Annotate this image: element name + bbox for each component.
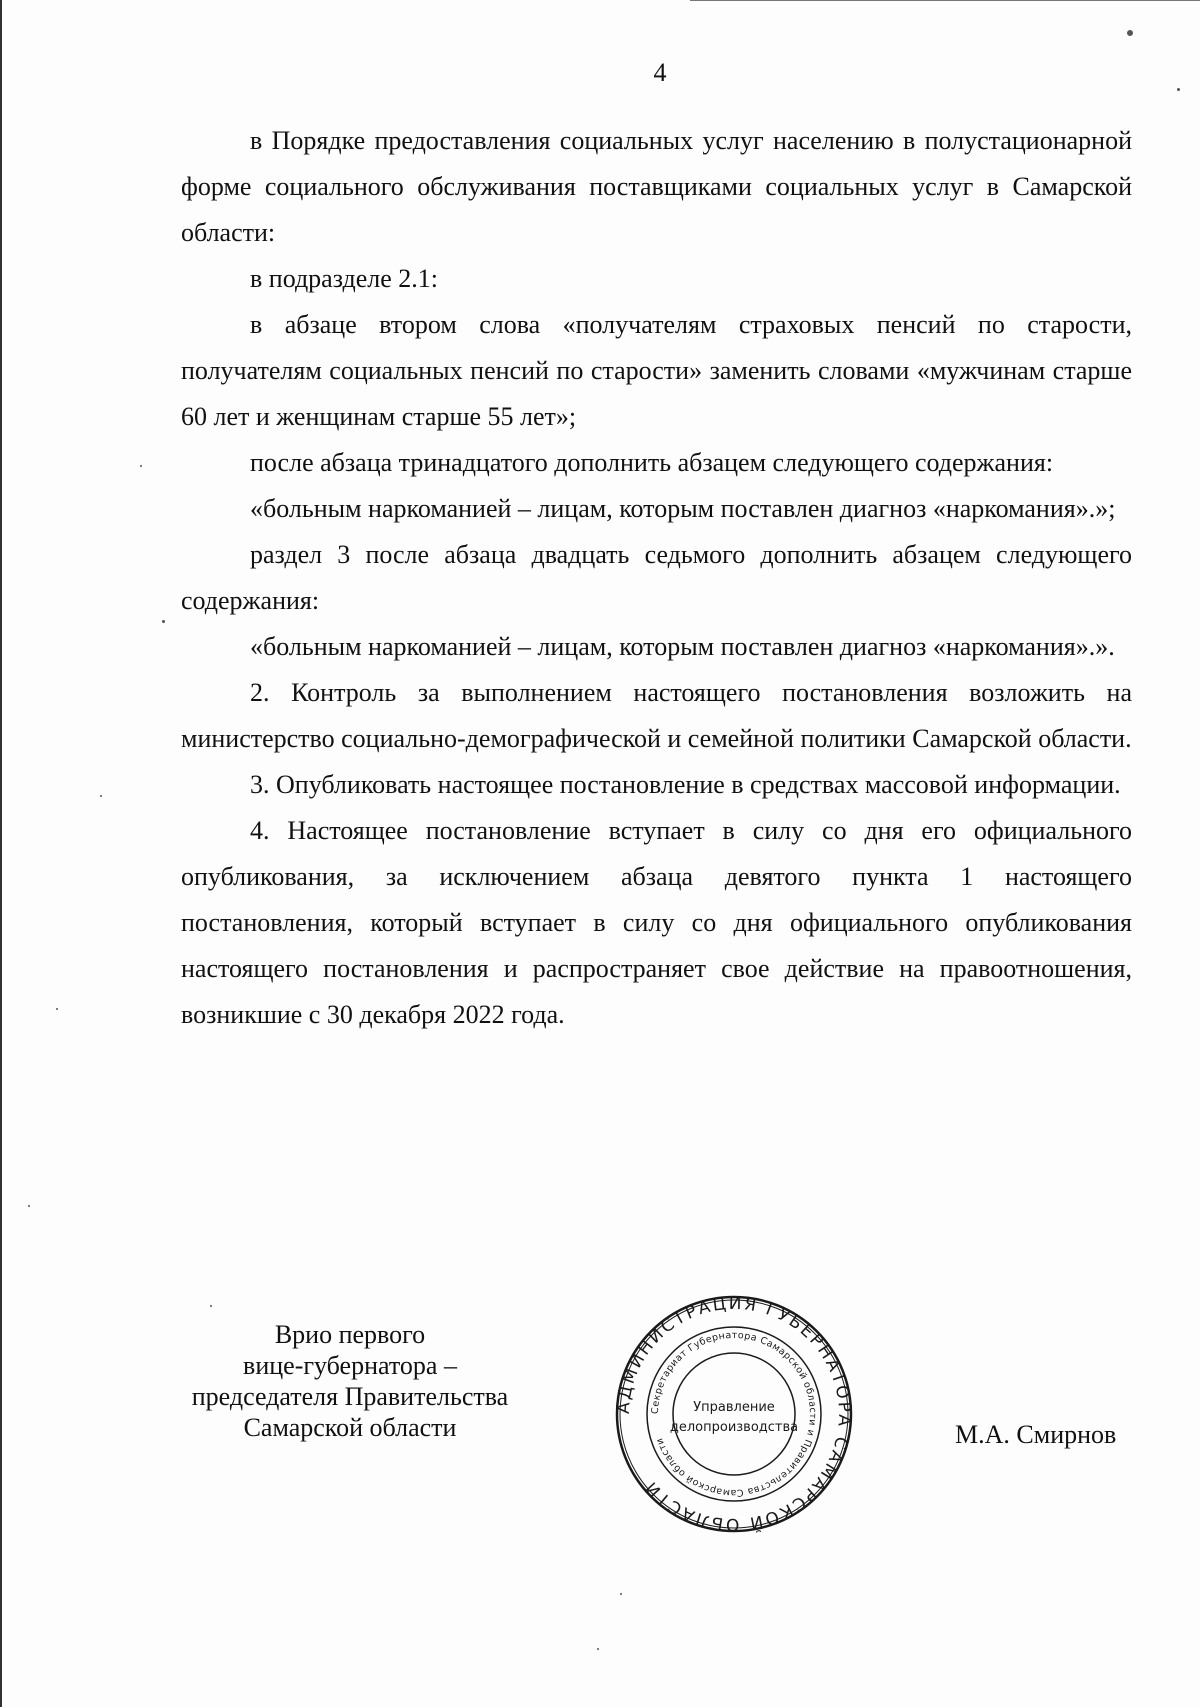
document-paragraph: 3. Опубликовать настоящее постановление в средствах массовой информации. <box>250 770 1121 799</box>
seal-center-line-1: Управление <box>693 1400 775 1415</box>
signatory-position-line: Врио первого <box>274 1320 426 1349</box>
seal-center-line-2: делопроизводства <box>669 1420 799 1435</box>
page-number: 4 <box>653 58 667 87</box>
scan-speck <box>1177 88 1180 91</box>
seal-outer-text: АДМИНИСТРАЦИЯ ГУБЕРНАТОРА САМАРСКОЙ ОБЛАСТИ <box>614 1294 854 1534</box>
document-paragraph: раздел 3 после абзаца двадцать седьмого дополнить абзацем следующего содержания: <box>181 540 1132 615</box>
scan-speck <box>1127 30 1133 36</box>
document-paragraph: после абзаца тринадцатого дополнить абзацем следующего содержания: <box>250 448 1054 477</box>
document-paragraph: 4. Настоящее постановление вступает в силу со дня его официального опубликования, за исключением абзаца девятого пункта 1 настоящего постановления, который вступает в силу со дня официального опубликования настоящего постановления и распространяет свое действие на правоотношения, возникшие с 30 декабря 2022 года. <box>181 816 1132 1029</box>
scan-top-edge <box>690 0 1200 1</box>
scan-speck <box>597 1648 599 1650</box>
scan-speck <box>56 1008 58 1010</box>
signatory-position-line: председателя Правительства <box>191 1382 509 1411</box>
scan-speck <box>28 1205 30 1207</box>
document-body <box>181 118 1132 1038</box>
seal-inner-text: Секретариат Губернатора Самарской области и Правительства Самарской области <box>649 1329 819 1499</box>
scan-speck <box>620 1593 622 1595</box>
scan-speck <box>140 465 142 467</box>
scan-speck <box>162 620 165 623</box>
document-paragraph: 2. Контроль за выполнением настоящего постановления возложить на министерство социально-демографической и семейной политики Самарской области. <box>181 678 1132 753</box>
official-seal <box>614 1294 854 1534</box>
document-paragraph: в подразделе 2.1: <box>250 264 439 293</box>
scan-speck <box>100 795 102 797</box>
document-paragraph: в абзаце втором слова «получателям страховых пенсий по старости, получателям социальных пенсий по старости» заменить словами «мужчинам старше 60 лет и женщинам старше 55 лет»; <box>181 310 1132 431</box>
document-paragraph: в Порядке предоставления социальных услуг населению в полустационарной форме социального обслуживания поставщиками социальных услуг в Самарской области: <box>181 126 1132 247</box>
signatory-name: М.А. Смирнов <box>955 1420 1117 1449</box>
signatory-position-line: вице-губернатора – <box>243 1351 457 1380</box>
signatory-position-line: Самарской области <box>243 1413 457 1442</box>
signatory-position <box>160 1319 540 1443</box>
scan-left-edge <box>0 0 2 1707</box>
document-paragraph: «больным наркоманией – лицам, которым поставлен диагноз «наркомания».»; <box>250 494 1116 523</box>
scan-speck <box>210 1305 212 1307</box>
document-paragraph: «больным наркоманией – лицам, которым поставлен диагноз «наркомания».». <box>250 632 1115 661</box>
